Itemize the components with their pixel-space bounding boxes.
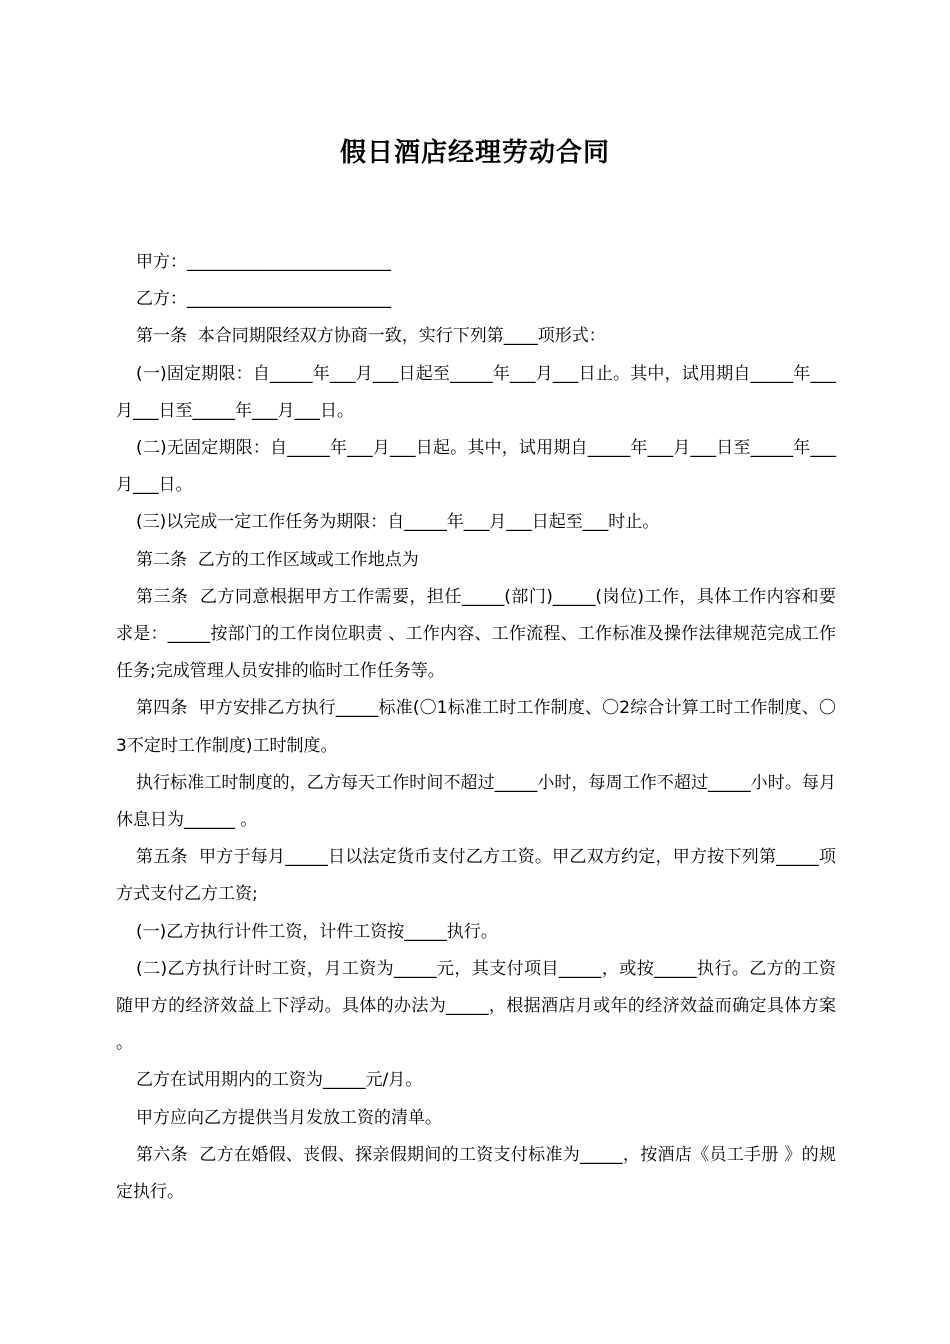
article-6: 第六条 乙方在婚假、丧假、探亲假期间的工资支付标准为_____，按酒店《员工手册 》的规定执行。 bbox=[116, 1144, 836, 1203]
article-1-item-2: (二)无固定期限：自_____年___月___日起。其中，试用期自_____年___月___日至_____年___月___日。 bbox=[116, 438, 836, 496]
article-1-item-1: (一)固定期限：自_____年___月___日起至_____年___月___日止。其中，试用期自_____年___月___日至_____年___月___日。 bbox=[116, 363, 836, 421]
party-a-line: 甲方：________________________ bbox=[136, 252, 391, 272]
article-5-item-1: (一)乙方执行计件工资，计件工资按_____执行。 bbox=[136, 921, 498, 942]
article-4: 第四条 甲方安排乙方执行_____标准(〇1标准工时工作制度、〇2综合计算工时工作制度、〇3不定时工作制度)工时制度。 bbox=[116, 698, 836, 756]
document-title: 假日酒店经理劳动合同 bbox=[339, 138, 610, 168]
article-2: 第二条 乙方的工作区域或工作地点为 bbox=[136, 549, 419, 570]
working-hours-paragraph: 执行标准工时制度的，乙方每天工作时间不超过_____小时，每周工作不超过_____小时。每月休息日为______ 。 bbox=[116, 772, 836, 831]
article-3: 第三条 乙方同意根据甲方工作需要，担任_____(部门)_____(岗位)工作，具体工作内容和要求是：_____按部门的工作岗位职责 、工作内容、工作流程、工作标准及操作法律规范完成工作任务;完成管理人员安排的临时工作任务等。 bbox=[116, 586, 836, 682]
document-body bbox=[116, 244, 842, 1211]
wage-list-paragraph: 甲方应向乙方提供当月发放工资的清单。 bbox=[136, 1107, 442, 1128]
article-5-item-2: (二)乙方执行计时工资，月工资为_____元，其支付项目_____，或按_____执行。乙方的工资随甲方的经济效益上下浮动。具体的办法为_____，根据酒店月或年的经济效益而确定具体方案 。 bbox=[116, 958, 842, 1054]
party-b-line: 乙方：________________________ bbox=[136, 289, 391, 310]
probation-wage-paragraph: 乙方在试用期内的工资为_____元/月。 bbox=[136, 1070, 423, 1091]
article-5: 第五条 甲方于每月_____日以法定货币支付乙方工资。甲乙双方约定，甲方按下列第_____项方式支付乙方工资; bbox=[116, 847, 836, 905]
article-1: 第一条 本合同期限经双方协商一致，实行下列第____项形式： bbox=[136, 326, 606, 347]
article-1-item-3: (三)以完成一定工作任务为期限：自_____年___月___日起至___时止。 bbox=[136, 512, 660, 533]
